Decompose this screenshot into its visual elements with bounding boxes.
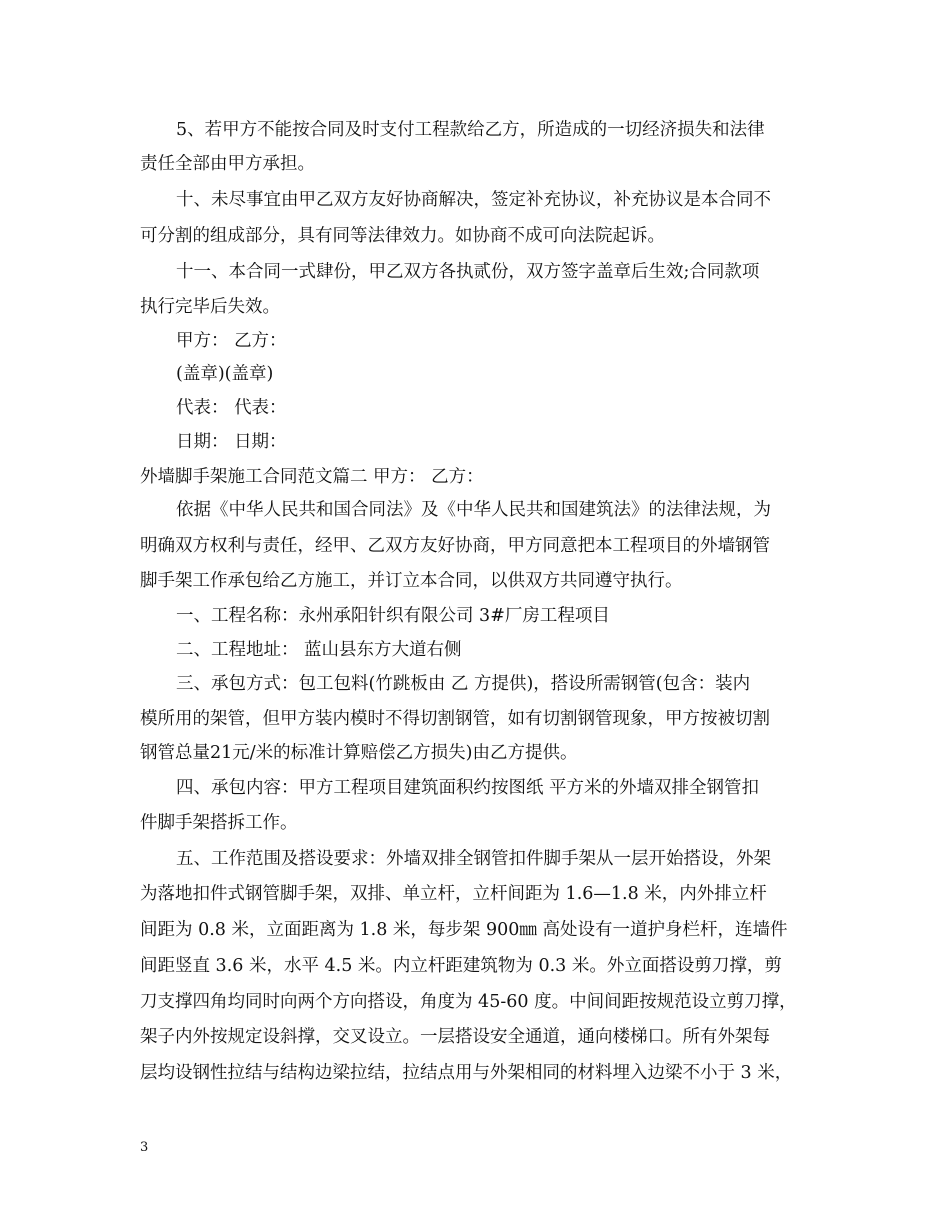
signature-date-line: 日期： 日期：	[176, 432, 287, 452]
text-line: 三、承包方式：包工包料(竹跳板由 乙 方提供)，搭设所需钢管(包含：装内	[176, 674, 751, 694]
text-line: 一、工程名称：永州承阳针织有限公司 3#厂房工程项目	[176, 606, 610, 626]
text-line: 可分割的组成部分，具有同等法律效力。如协商不成可向法院起诉。	[140, 226, 665, 246]
text-line: 5、若甲方不能按合同及时支付工程款给乙方，所造成的一切经济损失和法律	[176, 120, 765, 140]
signature-party-line: 甲方： 乙方：	[176, 331, 287, 351]
page-number: 3	[140, 1140, 149, 1155]
text-line: 刀支撑四角均同时向两个方向搭设，角度为 45-60 度。中间间距按规范设立剪刀撑，	[140, 992, 797, 1012]
signature-representative-line: 代表： 代表：	[176, 398, 287, 418]
text-line: 十、未尽事宜由甲乙双方友好协商解决，签定补充协议，补充协议是本合同不	[176, 190, 771, 210]
text-line: 四、承包内容：甲方工程项目建筑面积约按图纸 平方米的外墙双排全钢管扣	[176, 778, 760, 798]
text-line: 脚手架工作承包给乙方施工，并订立本合同，以供双方共同遵守执行。	[140, 571, 683, 591]
text-line: 执行完毕后失效。	[140, 297, 280, 317]
text-line: 模所用的架管，但甲方装内模时不得切割钢管，如有切割钢管现象，甲方按被切割	[140, 709, 770, 729]
text-line: 明确双方权利与责任，经甲、乙双方友好协商，甲方同意把本工程项目的外墙钢管	[140, 536, 770, 556]
signature-seal-line: (盖章)(盖章)	[176, 364, 274, 384]
text-line: 件脚手架搭拆工作。	[140, 813, 298, 833]
text-line: 间距为 0.8 米，立面距离为 1.8 米，每步架 900㎜ 高处设有一道护身栏杆，连墙件	[140, 920, 788, 940]
text-line: 为落地扣件式钢管脚手架，双排、单立杆，立杆间距为 1.6—1.8 米，内外排立杆	[140, 884, 767, 904]
text-line: 层均设钢性拉结与结构边梁拉结，拉结点用与外架相同的材料埋入边梁不小于 3 米，	[140, 1063, 793, 1083]
text-line: 责任全部由甲方承担。	[140, 154, 315, 174]
text-line: 五、工作范围及搭设要求：外墙双排全钢管扣件脚手架从一层开始搭设，外架	[176, 849, 771, 869]
text-line: 十一、本合同一式肆份，甲乙双方各执贰份，双方签字盖章后生效;合同款项	[176, 262, 760, 282]
text-line: 钢管总量21元/米的标准计算赔偿乙方损失)由乙方提供。	[140, 743, 578, 763]
section-heading: 外墙脚手架施工合同范文篇二 甲方： 乙方：	[140, 467, 484, 487]
text-line: 依据《中华人民共和国合同法》及《中华人民共和国建筑法》的法律法规，为	[176, 500, 771, 520]
text-line: 间距竖直 3.6 米，水平 4.5 米。内立杆距建筑物为 0.3 米。外立面搭设剪刀撑，剪	[140, 956, 782, 976]
text-line: 二、工程地址： 蓝山县东方大道右侧	[176, 640, 462, 660]
text-line: 架子内外按规定设斜撑，交叉设立。一层搭设安全通道，通向楼梯口。所有外架每	[140, 1027, 770, 1047]
